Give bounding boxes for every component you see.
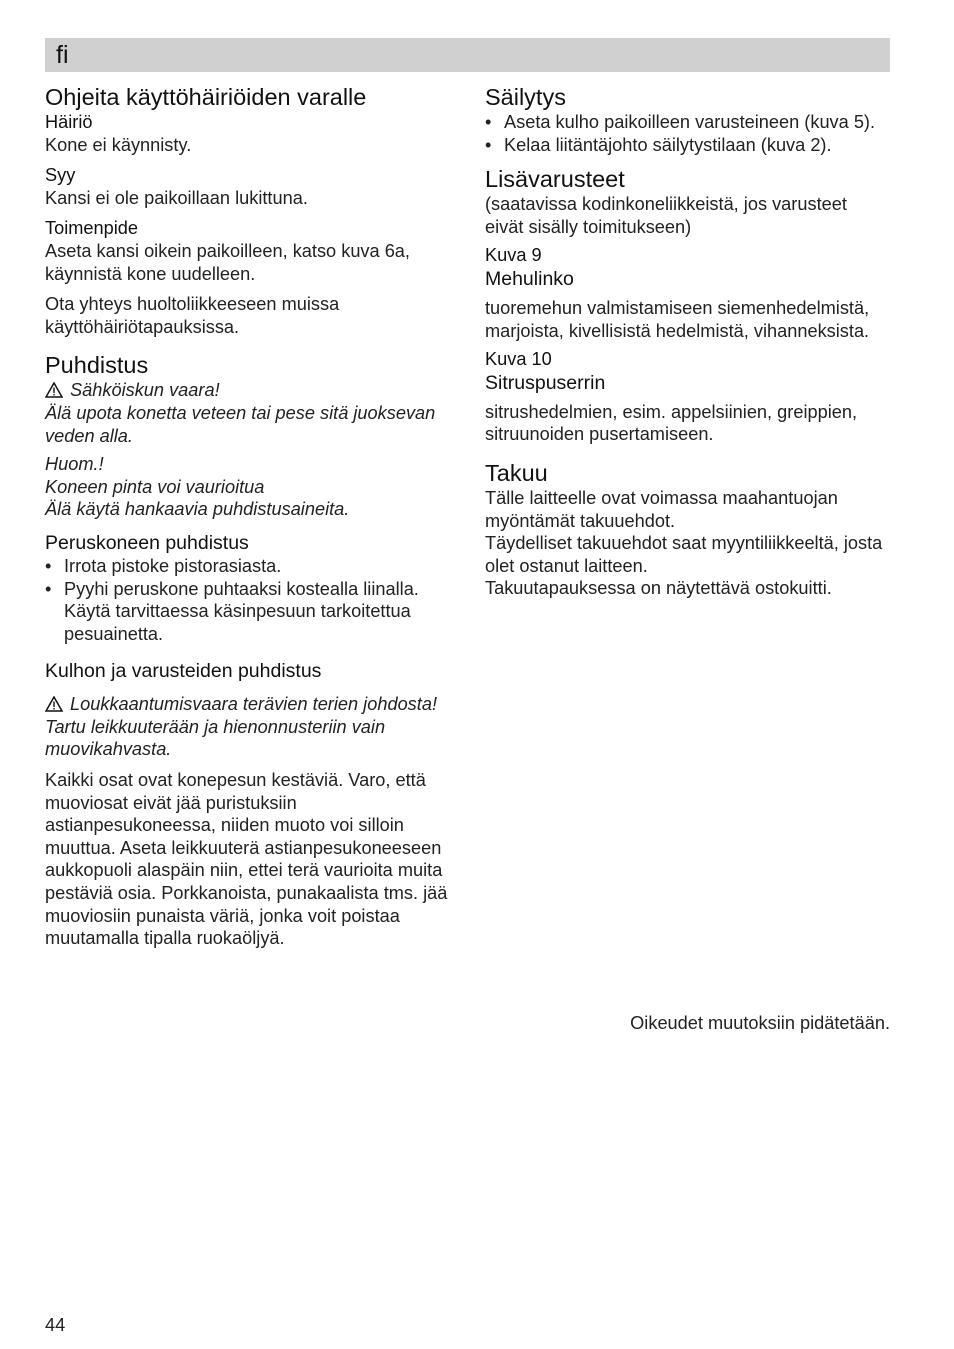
- base-cleaning-heading: Peruskoneen puhdistus: [45, 531, 249, 554]
- warranty-line-1: Tälle laitteelle ovat voimassa maahantuojan myöntämät takuuehdot.: [485, 487, 838, 531]
- cause-text: Kansi ei ole paikoillaan lukittuna.: [45, 187, 308, 208]
- blade-warning-body: Tartu leikkuuterään ja hienonnusteriin vain muovikahvasta.: [45, 716, 386, 760]
- blade-warning: [45, 693, 460, 716]
- fault-text: Kone ei käynnisty.: [45, 134, 192, 155]
- language-code: fi: [56, 41, 69, 69]
- juicer-heading: Mehulinko: [485, 267, 574, 290]
- list-item: • Irrota pistoke pistorasiasta.: [45, 555, 460, 578]
- action-heading: Toimenpide: [45, 218, 139, 239]
- figure-9-label: Kuva 9: [485, 245, 542, 266]
- base-cleaning-list: [45, 555, 460, 645]
- blade-warning-text: Loukkaantumisvaara terävien terien johdosta!: [70, 694, 438, 715]
- list-item: • Pyyhi peruskone puhtaaksi kostealla liinalla. Käytä tarvittaessa käsinpesuun tarkoitettua pesuainetta.: [45, 578, 460, 646]
- juicer-text: tuoremehun valmistamiseen siemenhedelmistä, marjoista, kivellisistä hedelmistä, vihanneksista.: [485, 297, 870, 341]
- accessories-title: Lisävarusteet: [485, 166, 625, 193]
- list-item: • Aseta kulho paikoilleen varusteineen (kuva 5).: [485, 111, 890, 134]
- figure-10-label: Kuva 10: [485, 349, 552, 370]
- left-column: [45, 84, 460, 950]
- warranty-title: Takuu: [485, 459, 548, 486]
- accessories-intro: (saatavissa kodinkoneliikkeistä, jos varusteet eivät sisälly toimitukseen): [485, 194, 847, 237]
- warranty-line-3: Takuutapauksessa on näytettävä ostokuitti.: [485, 578, 832, 599]
- warning-triangle-icon: [45, 379, 70, 402]
- language-bar: [45, 38, 890, 72]
- page-number: 44: [45, 1315, 66, 1335]
- shock-warning: [45, 379, 460, 402]
- storage-title: Säilytys: [485, 84, 566, 110]
- contact-text: Ota yhteys huoltoliikkeeseen muissa käyttöhäiriötapauksissa.: [45, 294, 340, 337]
- cleaning-title: Puhdistus: [45, 352, 149, 379]
- list-item: • Kelaa liitäntäjohto säilytystilaan (kuva 2).: [485, 134, 890, 157]
- fault-heading: Häiriö: [45, 112, 93, 132]
- shock-warning-body: Älä upota konetta veteen tai pese sitä juoksevan veden alla.: [45, 402, 436, 446]
- note-label: Huom.!: [45, 454, 104, 475]
- cause-heading: Syy: [45, 165, 76, 186]
- warning-triangle-icon: [45, 693, 70, 716]
- bowl-cleaning-text: Kaikki osat ovat konepesun kestäviä. Varo, että muoviosat eivät jää puristuksiin astianpesukoneessa, niiden muoto voi silloin muuttua. Aseta leikkuuterä astianpesukoneeseen aukkopuoli alaspäin niin, ettei terä vaurioita muita pestäviä osia. Porkkanoista, punakaalista tms. jää muoviosiin punaista väriä, jonka voit poistaa muutamalla tipalla ruokaöljyä.: [45, 770, 448, 949]
- troubleshooting-title: Ohjeita käyttöhäiriöiden varalle: [45, 84, 367, 110]
- warranty-line-2: Täydelliset takuuehdot saat myyntiliikkeeltä, josta olet ostanut laitteen.: [485, 533, 883, 576]
- note-heading: Koneen pinta voi vaurioitua: [45, 476, 265, 497]
- rights-reserved-note: Oikeudet muutoksiin pidätetään.: [630, 1013, 890, 1033]
- shock-warning-text: Sähköiskun vaara!: [70, 380, 220, 401]
- storage-list: [485, 111, 890, 156]
- bowl-cleaning-heading: Kulhon ja varusteiden puhdistus: [45, 660, 322, 683]
- action-text: Aseta kansi oikein paikoilleen, katso kuva 6a, käynnistä kone uudelleen.: [45, 240, 410, 284]
- note-text: Älä käytä hankaavia puhdistusaineita.: [45, 499, 350, 520]
- citrus-text: sitrushedelmien, esim. appelsiinien, greippien, sitruunoiden pusertamiseen.: [485, 401, 858, 445]
- citrus-heading: Sitruspuserrin: [485, 371, 606, 394]
- right-column: [485, 84, 890, 600]
